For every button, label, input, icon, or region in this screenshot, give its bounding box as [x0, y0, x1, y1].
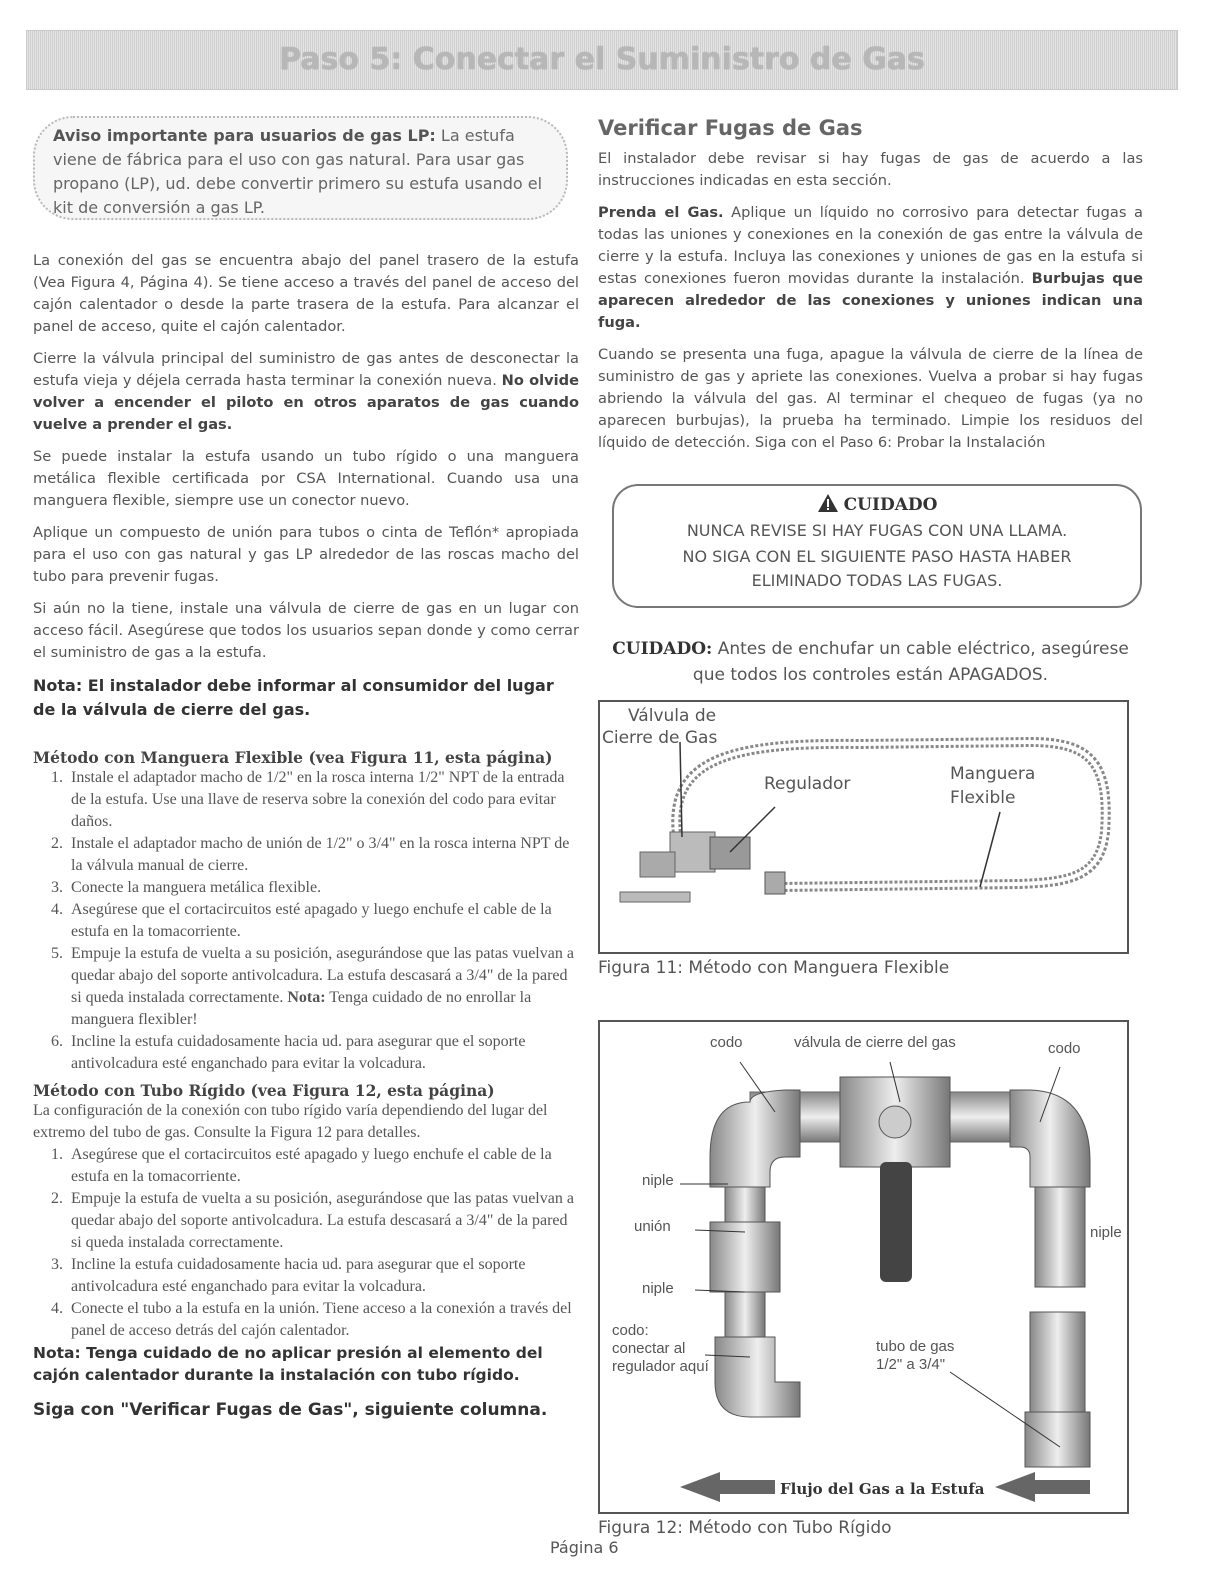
- shutoff-paragraph: [33, 348, 579, 436]
- elbow-label-left: codo: [710, 1034, 743, 1051]
- caution-header: [614, 492, 1140, 518]
- valve-label: Válvula de: [628, 706, 717, 726]
- caution-line-1: NUNCA REVISE SI HAY FUGAS CON UNA LLAMA.: [686, 521, 1068, 540]
- hose-label: Manguera: [950, 764, 1036, 784]
- turn-on-gas-label: Prenda el Gas.: [598, 204, 724, 221]
- shutoff-valve-paragraph: Si aún no la tiene, instale una válvula de cierre de gas en un lugar con acceso fácil. Asegúrese que todos los usuarios sepan donde y como cerrar el suministro de gas a la estufa.: [33, 600, 579, 661]
- rigid-step-3: 3. Incline la estufa cuidadosamente hacia ud. para asegurar que el soporte antivolcadura esté enganchado para evitar la volcadura.: [67, 1254, 579, 1298]
- flex-step-6: 6. Incline la estufa cuidadosamente hacia ud. para asegurar que el soporte antivolcadura esté enganchado para evitar la volcadura.: [67, 1031, 579, 1075]
- rigid-step-4: 4. Conecte el tubo a la estufa en la unión. Tiene acceso a la conexión a través del panel de acceso detrás del cajón calentador.: [67, 1298, 579, 1342]
- rigid-step-2: 2. Empuje la estufa de vuelta a su posición, asegurándose que las patas vuelvan a quedar abajo del soporte antivolcadura. La estufa descasará a 3/4" de la pared si queda instalada correctamente.: [67, 1188, 579, 1254]
- gas-flow-label: Flujo del Gas a la Estufa: [780, 1480, 985, 1498]
- caution-title: CUIDADO: [843, 495, 938, 515]
- hose-label-2: Flexible: [950, 788, 1016, 808]
- valve-label-2: Cierre de Gas: [602, 728, 718, 748]
- flex-step-2: 2. Instale el adaptador macho de unión de 1/2" o 3/4" en la rosca interna NPT de la válvula manual de cierre.: [67, 833, 579, 877]
- page-header: Paso 5: Conectar el Suministro de Gas: [26, 30, 1178, 90]
- gas-tube-size: 1/2" a 3/4": [876, 1356, 946, 1373]
- install-options-paragraph: Se puede instalar la estufa usando un tubo rígido o una manguera metálica flexible certificada por CSA International. Cuando usa una manguera flexible, siempre use un conector nuevo.: [33, 448, 579, 509]
- flex-step-3: 3. Conecte la manguera metálica flexible.: [67, 877, 579, 899]
- caution-line-2: NO SIGA CON EL SIGUIENTE PASO HASTA HABER: [682, 547, 1072, 566]
- flex-step-1: 1. Instale el adaptador macho de 1/2" en la rosca interna 1/2" NPT de la entrada de la estufa. Use una llave de reserva sobre la conexión del codo para evitar daños.: [67, 767, 579, 833]
- flex-steps: [33, 767, 579, 1075]
- leak-check-heading: Verificar Fugas de Gas: [598, 116, 863, 140]
- leak-procedure: Cuando se presenta una fuga, apague la válvula de cierre de la línea de suministro de gas y apriete las conexiones. Vuelva a probar si hay fugas abriendo la válvula del gas. Al terminar el chequeo de fugas (ya no aparecen burbujas), la prueba ha terminado. Limpie los residuos del líquido de detección. Siga con el Paso 6: Probar la Instalación: [598, 346, 1143, 451]
- bubbles-warning: Burbujas que aparecen alrededor de las conexiones y uniones indican una fuga.: [598, 270, 1143, 331]
- lp-notice-title: Aviso importante para usuarios de gas LP:: [53, 126, 436, 145]
- continue-text: Siga con "Verificar Fugas de Gas", siguiente columna.: [33, 1400, 548, 1420]
- rigid-intro: La configuración de la conexión con tubo rígido varía dependiendo del lugar del extremo del tubo de gas. Consulte la Figura 12 para detalles.: [33, 1102, 548, 1141]
- flex-step-5-note: Tenga cuidado de no enrollar la manguera flexibler!: [71, 989, 532, 1028]
- caution-line-3: ELIMINADO TODAS LAS FUGAS.: [751, 571, 1003, 590]
- flex-method-title: Método con Manguera Flexible (vea Figura 11, esta página): [33, 748, 553, 767]
- union-label: unión: [634, 1218, 671, 1235]
- page-number: Página 6: [550, 1538, 619, 1557]
- figure-12: [598, 1020, 1129, 1514]
- warning-icon: [817, 493, 839, 513]
- left-column: [33, 116, 579, 1420]
- pilot-warning: No olvide volver a encender el piloto en otros aparatos de gas cuando vuelve a prender el gas.: [33, 372, 579, 433]
- flex-step-5: [67, 943, 579, 1031]
- figure-11-caption: Figura 11: Método con Manguera Flexible: [598, 958, 950, 978]
- electric-caution-label: CUIDADO:: [612, 639, 713, 659]
- elbow-connect-label-3: regulador aquí: [612, 1358, 709, 1375]
- rigid-pipe-illustration: [600, 1022, 1127, 1512]
- flex-step-4: 4. Asegúrese que el cortacircuitos esté apagado y luego enchufe el cable de la estufa en la tomacorriente.: [67, 899, 579, 943]
- rigid-note: Nota: Tenga cuidado de no aplicar presión al elemento del cajón calentador durante la instalación con tubo rígido.: [33, 1344, 543, 1384]
- figure-12-caption: Figura 12: Método con Tubo Rígido: [598, 1518, 892, 1538]
- elbow-label-right: codo: [1048, 1040, 1081, 1057]
- elbow-connect-label: codo:: [612, 1322, 649, 1339]
- gas-connection-paragraph: La conexión del gas se encuentra abajo del panel trasero de la estufa (Vea Figura 4, Página 4). Se tiene acceso a través del panel de acceso del cajón calentador o desde la parte trasera de la estufa. Para alcanzar el panel de acceso, quite el cajón calentador.: [33, 252, 579, 335]
- figure-11: [598, 700, 1129, 954]
- flex-step-5-note-label: Nota:: [287, 989, 326, 1006]
- nipple-label-1: niple: [642, 1172, 674, 1189]
- lp-notice-text: La estufa viene de fábrica para el uso con gas natural. Para usar gas propano (LP), ud. debe convertir primero su estufa usando el kit de conversión a gas LP.: [53, 126, 543, 217]
- lp-notice-box: [33, 116, 568, 220]
- electric-caution-text: Antes de enchufar un cable eléctrico, asegúrese que todos los controles están APAGADOS.: [692, 639, 1129, 685]
- flex-step-5-text: Empuje la estufa de vuelta a su posición, asegurándose que las patas vuelvan a quedar abajo del soporte antivolcadura. La estufa descasará a 3/4" de la pared si queda instalada correctamente.: [71, 945, 574, 1006]
- elbow-connect-label-2: conectar al: [612, 1340, 686, 1357]
- gas-tube-label: tubo de gas: [876, 1338, 955, 1355]
- regulator-label: Regulador: [764, 774, 851, 794]
- caution-box: [612, 484, 1142, 608]
- shutoff-valve-label: válvula de cierre del gas: [794, 1034, 956, 1051]
- teflon-paragraph: Aplique un compuesto de unión para tubos o cinta de Teflón* apropiada para el uso con gas natural y gas LP alrededor de las roscas macho del tubo para prevenir fugas.: [33, 524, 579, 585]
- rigid-steps: [33, 1144, 579, 1342]
- rigid-step-1: 1. Asegúrese que el cortacircuitos esté apagado y luego enchufe el cable de la estufa en la tomacorriente.: [67, 1144, 579, 1188]
- right-column: [598, 116, 1143, 1538]
- turn-on-gas-text: Aplique un líquido no corrosivo para detectar fugas a todas las uniones y conexiones en la conexión de gas entre la válvula de cierre y la estufa. Incluya las conexiones y uniones de gas en la estufa si estas conexiones fueron movidas durante la instalación.: [598, 204, 1144, 287]
- nipple-label-right: niple: [1090, 1224, 1122, 1241]
- leak-intro: El instalador debe revisar si hay fugas de gas de acuerdo a las instrucciones indicadas en esta sección.: [598, 150, 1143, 189]
- turn-on-gas-paragraph: [598, 202, 1143, 334]
- electric-caution: [598, 636, 1143, 688]
- rigid-method-title: Método con Tubo Rígido (vea Figura 12, esta página): [33, 1081, 495, 1100]
- shutoff-text: Cierre la válvula principal del suministro de gas antes de desconectar la estufa vieja y déjela cerrada hasta terminar la conexión nueva.: [33, 350, 579, 389]
- nipple-label-2: niple: [642, 1280, 674, 1297]
- installer-note: Nota: El instalador debe informar al consumidor del lugar de la válvula de cierre del gas.: [33, 676, 554, 719]
